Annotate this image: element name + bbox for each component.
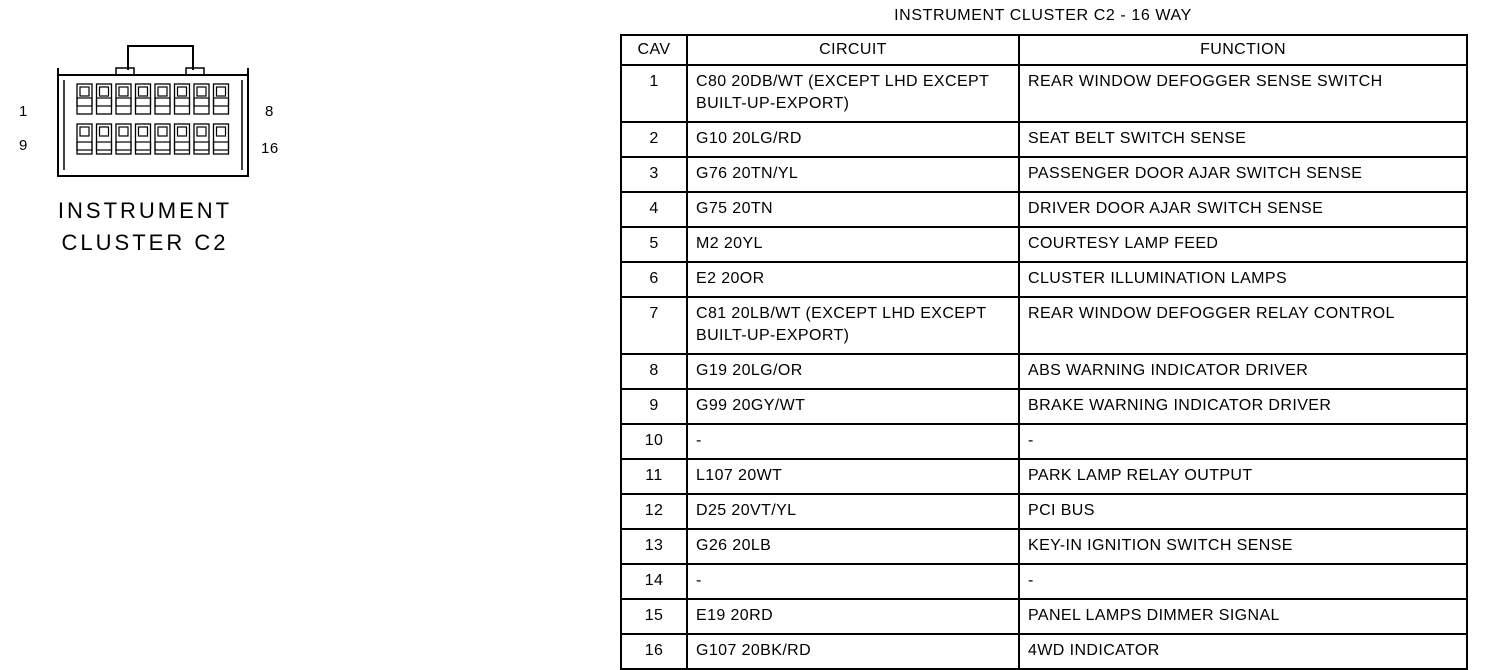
circuit-cell: M2 20YL <box>687 227 1019 262</box>
circuit-cell: D25 20VT/YL <box>687 494 1019 529</box>
table-row <box>621 529 1467 564</box>
circuit-cell: G99 20GY/WT <box>687 389 1019 424</box>
circuit-cell: G75 20TN <box>687 192 1019 227</box>
table-row <box>621 192 1467 227</box>
cav-cell: 16 <box>621 634 687 669</box>
cav-cell: 10 <box>621 424 687 459</box>
function-cell: COURTESY LAMP FEED <box>1019 227 1467 262</box>
cavity-terminal <box>178 127 187 136</box>
cav-cell: 7 <box>621 297 687 354</box>
cavity-lock <box>116 98 131 106</box>
circuit-cell: E2 20OR <box>687 262 1019 297</box>
function-cell: CLUSTER ILLUMINATION LAMPS <box>1019 262 1467 297</box>
cavity-terminal <box>217 127 226 136</box>
function-cell: 4WD INDICATOR <box>1019 634 1467 669</box>
cavity-lock <box>214 98 229 106</box>
cavity-terminal <box>80 127 89 136</box>
circuit-cell: G19 20LG/OR <box>687 354 1019 389</box>
header-cav: CAV <box>621 35 687 65</box>
cavity-4 <box>136 84 151 114</box>
table-row <box>621 297 1467 354</box>
table-row <box>621 564 1467 599</box>
function-cell: ABS WARNING INDICATOR DRIVER <box>1019 354 1467 389</box>
cav-cell: 14 <box>621 564 687 599</box>
cav-cell: 5 <box>621 227 687 262</box>
connector-name-line2: CLUSTER C2 <box>61 230 229 255</box>
cavity-lock <box>194 142 209 150</box>
table-row <box>621 389 1467 424</box>
header-function: FUNCTION <box>1019 35 1467 65</box>
circuit-cell: G10 20LG/RD <box>687 122 1019 157</box>
cav-cell: 11 <box>621 459 687 494</box>
cavity-terminal <box>197 127 206 136</box>
table-row <box>621 122 1467 157</box>
cavity-8 <box>214 84 229 114</box>
function-cell: PCI BUS <box>1019 494 1467 529</box>
cav-cell: 4 <box>621 192 687 227</box>
function-cell: REAR WINDOW DEFOGGER SENSE SWITCH <box>1019 65 1467 122</box>
cavity-lock <box>77 142 92 150</box>
cavity-grid <box>77 84 229 154</box>
cavity-terminal <box>197 87 206 96</box>
circuit-cell: C81 20LB/WT (EXCEPT LHD EXCEPT BUILT-UP-EXPORT) <box>687 297 1019 354</box>
cavity-terminal <box>119 127 128 136</box>
cavity-6 <box>175 84 190 114</box>
table-row <box>621 459 1467 494</box>
circuit-cell: G107 20BK/RD <box>687 634 1019 669</box>
function-cell: SEAT BELT SWITCH SENSE <box>1019 122 1467 157</box>
cav-cell: 2 <box>621 122 687 157</box>
circuit-cell: - <box>687 424 1019 459</box>
cavity-terminal <box>119 87 128 96</box>
cav-cell: 15 <box>621 599 687 634</box>
function-cell: REAR WINDOW DEFOGGER RELAY CONTROL <box>1019 297 1467 354</box>
cavity-terminal <box>100 127 109 136</box>
pin-label-1: 1 <box>19 103 28 120</box>
cavity-lock <box>97 98 112 106</box>
cav-cell: 13 <box>621 529 687 564</box>
latch-tab-right <box>186 68 204 75</box>
cavity-7 <box>194 84 209 114</box>
cavity-lock <box>77 98 92 106</box>
cav-cell: 3 <box>621 157 687 192</box>
cavity-3 <box>116 84 131 114</box>
function-cell: - <box>1019 564 1467 599</box>
circuit-cell: G26 20LB <box>687 529 1019 564</box>
connector-latch <box>128 46 193 70</box>
function-cell: PARK LAMP RELAY OUTPUT <box>1019 459 1467 494</box>
connector-face-drawing <box>0 0 320 200</box>
cav-cell: 12 <box>621 494 687 529</box>
cav-cell: 9 <box>621 389 687 424</box>
cavity-terminal <box>139 127 148 136</box>
circuit-cell: L107 20WT <box>687 459 1019 494</box>
circuit-cell: C80 20DB/WT (EXCEPT LHD EXCEPT BUILT-UP-EXPORT) <box>687 65 1019 122</box>
table-row <box>621 354 1467 389</box>
cavity-lock <box>136 98 151 106</box>
cavity-lock <box>175 142 190 150</box>
table-row <box>621 227 1467 262</box>
cavity-terminal <box>217 87 226 96</box>
circuit-cell: - <box>687 564 1019 599</box>
table-title: INSTRUMENT CLUSTER C2 - 16 WAY <box>894 7 1192 24</box>
cavity-lock <box>97 142 112 150</box>
cavity-lock <box>194 98 209 106</box>
function-cell: DRIVER DOOR AJAR SWITCH SENSE <box>1019 192 1467 227</box>
connector-diagram <box>0 0 320 280</box>
cavity-lock <box>155 142 170 150</box>
connector-name-line1: INSTRUMENT <box>57 198 233 223</box>
circuit-cell: E19 20RD <box>687 599 1019 634</box>
table-row <box>621 494 1467 529</box>
table-row <box>621 157 1467 192</box>
cav-cell: 6 <box>621 262 687 297</box>
function-cell: PASSENGER DOOR AJAR SWITCH SENSE <box>1019 157 1467 192</box>
table-header-row <box>621 35 1467 65</box>
connector-body <box>58 75 248 176</box>
pin-label-16: 16 <box>261 140 279 157</box>
cav-cell: 8 <box>621 354 687 389</box>
cavity-lock <box>214 142 229 150</box>
cavity-terminal <box>158 87 167 96</box>
cavity-2 <box>97 84 112 114</box>
table-row <box>621 65 1467 122</box>
cavity-lock <box>155 98 170 106</box>
circuit-cell: G76 20TN/YL <box>687 157 1019 192</box>
function-cell: BRAKE WARNING INDICATOR DRIVER <box>1019 389 1467 424</box>
cavity-terminal <box>80 87 89 96</box>
cavity-1 <box>77 84 92 114</box>
cav-cell: 1 <box>621 65 687 122</box>
cavity-lock <box>116 142 131 150</box>
cavity-terminal <box>178 87 187 96</box>
cavity-5 <box>155 84 170 114</box>
header-circuit: CIRCUIT <box>687 35 1019 65</box>
table-row <box>621 262 1467 297</box>
cavity-lock <box>175 98 190 106</box>
pinout-table <box>620 34 1468 670</box>
table-row <box>621 634 1467 669</box>
cavity-terminal <box>158 127 167 136</box>
function-cell: - <box>1019 424 1467 459</box>
latch-tab-left <box>116 68 134 75</box>
cavity-terminal <box>100 87 109 96</box>
cavity-terminal <box>139 87 148 96</box>
pin-label-8: 8 <box>265 103 274 120</box>
pin-label-9: 9 <box>19 137 28 154</box>
table-row <box>621 599 1467 634</box>
cavity-lock <box>136 142 151 150</box>
table-row <box>621 424 1467 459</box>
function-cell: PANEL LAMPS DIMMER SIGNAL <box>1019 599 1467 634</box>
function-cell: KEY-IN IGNITION SWITCH SENSE <box>1019 529 1467 564</box>
